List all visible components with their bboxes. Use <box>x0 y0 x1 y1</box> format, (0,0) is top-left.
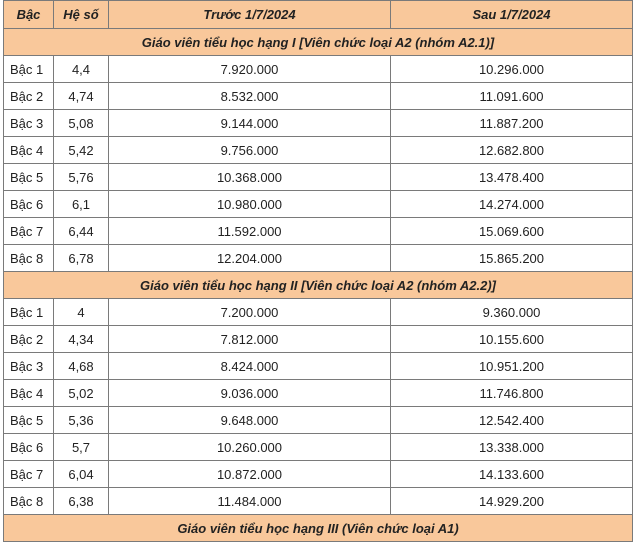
salary-after-cell: 14.274.000 <box>391 191 633 218</box>
table-row <box>4 83 633 110</box>
coefficient-cell: 5,36 <box>54 407 109 434</box>
table-row <box>4 164 633 191</box>
group-title: Giáo viên tiểu học hạng II [Viên chức loại A2 (nhóm A2.2)] <box>4 272 633 299</box>
table-row <box>4 191 633 218</box>
step-cell: Bậc 5 <box>4 407 54 434</box>
step-cell: Bậc 7 <box>4 218 54 245</box>
salary-after-cell: 9.360.000 <box>391 299 633 326</box>
step-cell: Bậc 3 <box>4 353 54 380</box>
header-step: Bậc <box>4 1 54 29</box>
salary-after-cell: 15.865.200 <box>391 245 633 272</box>
step-cell: Bậc 2 <box>4 83 54 110</box>
salary-after-cell: 13.338.000 <box>391 434 633 461</box>
header-before: Trước 1/7/2024 <box>109 1 391 29</box>
coefficient-cell: 5,76 <box>54 164 109 191</box>
step-cell: Bậc 7 <box>4 461 54 488</box>
salary-after-cell: 10.296.000 <box>391 56 633 83</box>
step-cell: Bậc 8 <box>4 488 54 515</box>
group-title: Giáo viên tiểu học hạng I [Viên chức loại A2 (nhóm A2.1)] <box>4 29 633 56</box>
group-title: Giáo viên tiểu học hạng III (Viên chức loại A1) <box>4 515 633 542</box>
salary-before-cell: 12.204.000 <box>109 245 391 272</box>
step-cell: Bậc 1 <box>4 299 54 326</box>
step-cell: Bậc 6 <box>4 191 54 218</box>
salary-before-cell: 7.920.000 <box>109 56 391 83</box>
step-cell: Bậc 4 <box>4 137 54 164</box>
table-body <box>4 29 633 542</box>
step-cell: Bậc 6 <box>4 434 54 461</box>
salary-before-cell: 11.592.000 <box>109 218 391 245</box>
salary-before-cell: 7.200.000 <box>109 299 391 326</box>
table-row <box>4 245 633 272</box>
coefficient-cell: 5,42 <box>54 137 109 164</box>
header-row <box>4 1 633 29</box>
coefficient-cell: 4,4 <box>54 56 109 83</box>
step-cell: Bậc 3 <box>4 110 54 137</box>
salary-before-cell: 7.812.000 <box>109 326 391 353</box>
salary-before-cell: 11.484.000 <box>109 488 391 515</box>
salary-after-cell: 11.091.600 <box>391 83 633 110</box>
table-row <box>4 380 633 407</box>
salary-before-cell: 9.144.000 <box>109 110 391 137</box>
coefficient-cell: 6,1 <box>54 191 109 218</box>
salary-before-cell: 8.424.000 <box>109 353 391 380</box>
salary-after-cell: 12.682.800 <box>391 137 633 164</box>
salary-after-cell: 10.155.600 <box>391 326 633 353</box>
table-row <box>4 434 633 461</box>
group-row <box>4 272 633 299</box>
salary-before-cell: 10.368.000 <box>109 164 391 191</box>
salary-after-cell: 12.542.400 <box>391 407 633 434</box>
group-row <box>4 29 633 56</box>
table-row <box>4 299 633 326</box>
table-row <box>4 218 633 245</box>
coefficient-cell: 4 <box>54 299 109 326</box>
coefficient-cell: 4,74 <box>54 83 109 110</box>
salary-after-cell: 15.069.600 <box>391 218 633 245</box>
table-row <box>4 56 633 83</box>
table-row <box>4 407 633 434</box>
coefficient-cell: 5,08 <box>54 110 109 137</box>
coefficient-cell: 5,02 <box>54 380 109 407</box>
step-cell: Bậc 5 <box>4 164 54 191</box>
step-cell: Bậc 2 <box>4 326 54 353</box>
salary-after-cell: 11.887.200 <box>391 110 633 137</box>
salary-before-cell: 10.872.000 <box>109 461 391 488</box>
coefficient-cell: 5,7 <box>54 434 109 461</box>
salary-after-cell: 13.478.400 <box>391 164 633 191</box>
coefficient-cell: 4,34 <box>54 326 109 353</box>
salary-after-cell: 14.133.600 <box>391 461 633 488</box>
salary-before-cell: 10.980.000 <box>109 191 391 218</box>
salary-after-cell: 10.951.200 <box>391 353 633 380</box>
step-cell: Bậc 8 <box>4 245 54 272</box>
header-after: Sau 1/7/2024 <box>391 1 633 29</box>
coefficient-cell: 6,04 <box>54 461 109 488</box>
table-row <box>4 110 633 137</box>
table-row <box>4 137 633 164</box>
table-row <box>4 353 633 380</box>
salary-before-cell: 10.260.000 <box>109 434 391 461</box>
group-row <box>4 515 633 542</box>
salary-after-cell: 11.746.800 <box>391 380 633 407</box>
table-row <box>4 326 633 353</box>
salary-after-cell: 14.929.200 <box>391 488 633 515</box>
table-row <box>4 461 633 488</box>
coefficient-cell: 6,78 <box>54 245 109 272</box>
salary-before-cell: 9.756.000 <box>109 137 391 164</box>
step-cell: Bậc 4 <box>4 380 54 407</box>
salary-table <box>3 0 633 542</box>
salary-before-cell: 8.532.000 <box>109 83 391 110</box>
coefficient-cell: 4,68 <box>54 353 109 380</box>
table-row <box>4 488 633 515</box>
step-cell: Bậc 1 <box>4 56 54 83</box>
coefficient-cell: 6,38 <box>54 488 109 515</box>
salary-before-cell: 9.648.000 <box>109 407 391 434</box>
header-coefficient: Hệ số <box>54 1 109 29</box>
coefficient-cell: 6,44 <box>54 218 109 245</box>
salary-before-cell: 9.036.000 <box>109 380 391 407</box>
